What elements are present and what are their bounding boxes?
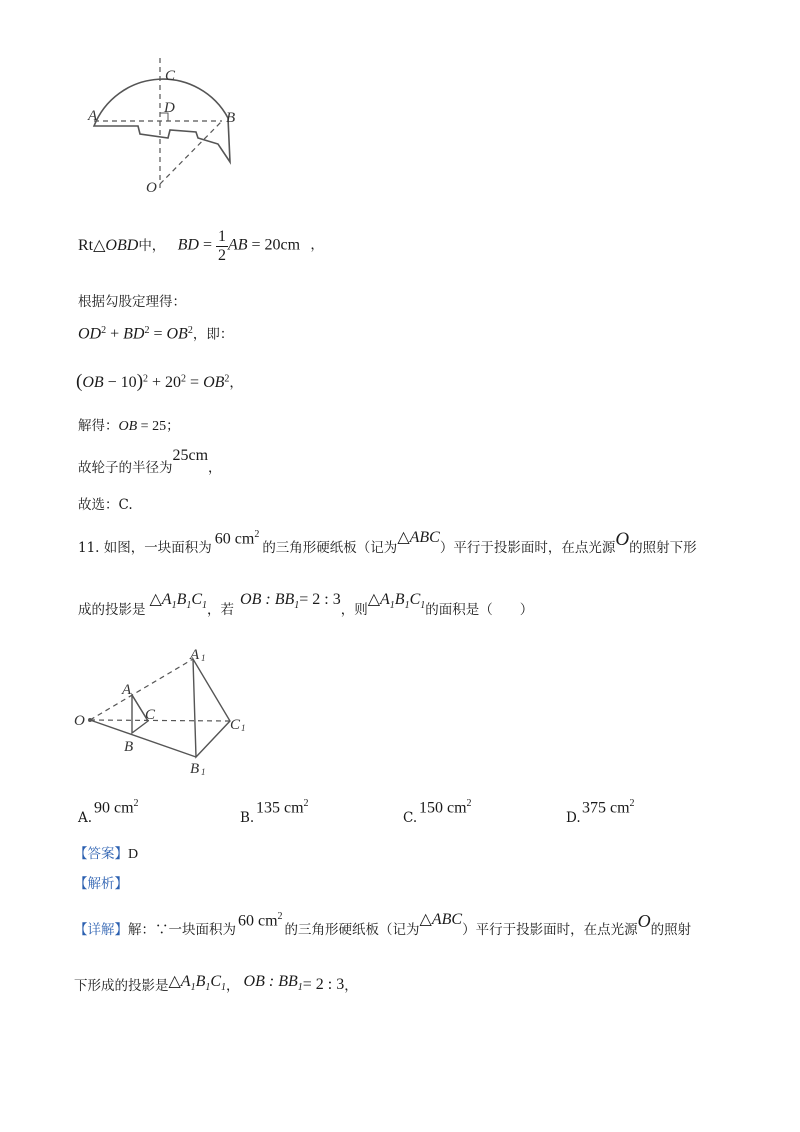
choice-b-letter: B.: [240, 810, 255, 826]
wheel-figure: [80, 58, 250, 198]
eq1-sq1: 2: [101, 325, 107, 336]
pythagoras-intro: 根据勾股定理得：: [78, 294, 186, 310]
detail-l2b: ，: [226, 977, 240, 994]
eq1-equals: =: [149, 325, 167, 343]
q11-proj2-s3: 1: [420, 600, 426, 612]
solve-label: 解得：: [78, 418, 119, 434]
eq1-sq3: 2: [187, 325, 193, 336]
q11-proj-s3: 1: [202, 600, 208, 612]
eq2-sq3: 2: [224, 373, 230, 385]
choice-b-sq: 2: [303, 798, 309, 809]
rt-bd: BD: [177, 236, 199, 254]
detail-area: [238, 912, 283, 929]
q11-l2d: 的面积是（ ）: [425, 602, 534, 618]
label-b1: B: [190, 761, 200, 777]
rt-eq: =: [198, 236, 216, 254]
q11-proj-s1: 1: [171, 600, 177, 612]
detail-area-num: 60 cm: [238, 912, 278, 930]
q11-proj-b: B: [176, 591, 187, 608]
radius-label: 故轮子的半径为: [78, 460, 173, 476]
eq2-minus: − 10: [103, 374, 137, 391]
equation-1: [78, 326, 233, 343]
detail-l1d: 的照射: [650, 922, 692, 938]
detail-l1a: 解：∵一块面积为: [128, 922, 236, 938]
choice-b-num: 135 cm: [256, 799, 304, 817]
eq2-sq2: 2: [181, 373, 187, 385]
q11-l1a: 11. 如图，一块面积为: [78, 540, 212, 556]
radius-val: 25cm: [172, 447, 209, 464]
label-c1: C: [230, 717, 241, 733]
eq2-tail: ，: [229, 375, 243, 391]
rt-prefix: Rt△: [78, 237, 106, 255]
light-source-point: [88, 718, 92, 722]
detail-l2a: 下形成的投影是: [74, 977, 169, 994]
ray-oc1: [90, 720, 230, 721]
detail-area-sq: 2: [277, 911, 283, 922]
detail-ratio-val: = 2 : 3: [302, 976, 345, 994]
q11-proj-tri-2: [368, 592, 426, 611]
detail-proj-c: C: [210, 973, 222, 990]
solve-ob: OB: [118, 419, 138, 434]
eq2-ob: OB: [82, 374, 104, 391]
rt-mid: 中，: [138, 238, 166, 255]
eq1-od: OD: [78, 325, 102, 343]
choice-a-num: 90 cm: [94, 799, 134, 817]
q11-ratio-sub: 1: [294, 600, 300, 612]
detail-proj-a: △A: [168, 973, 191, 990]
q11-ratio: [240, 592, 299, 611]
choice-d-num: 375 cm: [582, 799, 630, 817]
previous-answer: 故选：C.: [78, 497, 133, 513]
detail-o: O: [637, 911, 651, 931]
rt-triangle-line: [78, 228, 324, 264]
q11-area-num: 60 cm: [214, 530, 255, 548]
projection-figure: [70, 645, 260, 780]
label-a1: A: [190, 647, 200, 663]
q11-proj2-c: C: [409, 591, 421, 608]
equation-2: [76, 372, 243, 391]
detail-line-1: [74, 912, 691, 938]
eq1-tail: ，即：: [192, 326, 234, 343]
rt-tail: ，: [310, 237, 324, 254]
detail-label: 【详解】: [74, 922, 128, 938]
q11-area: [215, 530, 260, 547]
choice-d-letter: D.: [566, 810, 581, 826]
radius-tail: ，: [208, 460, 222, 476]
detail-l1c: ）平行于投影面时，在点光源: [462, 922, 638, 938]
eq2-lparen: (: [76, 371, 83, 392]
frac-den: 2: [217, 246, 226, 264]
eq1-plus: +: [106, 325, 124, 343]
q11-l1c: ）平行于投影面时，在点光源: [439, 540, 616, 556]
q11-tri-abc: △ABC: [397, 529, 440, 546]
q11-l2b: ，若: [207, 602, 235, 618]
rt-ab: AB: [227, 236, 248, 254]
q11-l2c: ，则: [340, 602, 368, 618]
answer-value: D: [128, 847, 139, 862]
detail-ratio: [244, 974, 303, 993]
label-a: A: [88, 108, 98, 124]
detail-l2c: ，: [344, 977, 358, 994]
q11-proj-s2: 1: [186, 600, 192, 612]
choice-b-value: [256, 798, 309, 817]
choice-c-num: 150 cm: [419, 799, 467, 817]
analysis-label: 【解析】: [74, 876, 128, 892]
detail-proj-tri: [169, 974, 227, 993]
q11-proj2-s2: 1: [404, 600, 410, 612]
eq1-bd: BD: [123, 325, 145, 343]
choice-c-sq: 2: [466, 798, 472, 809]
q11-proj2-s1: 1: [389, 600, 395, 612]
one-half-fraction: [216, 228, 228, 264]
detail-ratio-sub: 1: [297, 982, 303, 994]
q11-ratio-val: = 2 : 3: [299, 591, 341, 608]
choice-d-value: [582, 798, 635, 817]
solve-line: [78, 420, 180, 434]
eq2-rparen: ): [136, 371, 144, 392]
solve-val: = 25: [137, 419, 167, 434]
detail-proj-b: B: [195, 973, 206, 990]
label-b1-sub: 1: [201, 767, 206, 777]
q11-l1d: 的照射下形: [629, 540, 697, 556]
detail-l1b: 的三角形硬纸板（记为: [284, 922, 420, 938]
label-b: B: [226, 110, 236, 126]
answer-label: 【答案】: [74, 846, 128, 862]
eq2-eq: =: [186, 374, 204, 391]
q11-ratio-expr: OB : BB: [240, 591, 295, 608]
detail-proj-s2: 1: [205, 982, 211, 994]
q11-proj-tri: [150, 592, 208, 611]
rt-rhs: = 20cm: [247, 236, 301, 254]
solve-tail: ；: [166, 418, 180, 434]
eq2-sq1: 2: [143, 373, 149, 385]
detail-proj-s1: 1: [190, 982, 196, 994]
label-b: B: [124, 739, 134, 755]
detail-line-2: [74, 974, 358, 993]
q11-l2a: 成的投影是: [78, 602, 146, 618]
detail-tri-abc: △ABC: [419, 911, 463, 928]
q11-proj-c: C: [191, 591, 203, 608]
choice-a-value: [94, 798, 139, 817]
q11-proj-a: △A: [149, 591, 172, 608]
label-o: O: [74, 713, 85, 729]
label-a1-sub: 1: [201, 653, 206, 663]
label-a: A: [122, 682, 132, 698]
question-11-line-2: [78, 592, 533, 618]
radius-line: [78, 448, 222, 476]
q11-proj2-a: △A: [367, 591, 390, 608]
frac-num: 1: [217, 228, 226, 245]
detail-ratio-expr: OB : BB: [243, 973, 298, 990]
choice-d-sq: 2: [629, 798, 635, 809]
answer-line: [74, 848, 138, 862]
eq2-ob2: OB: [203, 374, 225, 391]
choice-a-letter: A.: [78, 810, 93, 826]
label-c1-sub: 1: [241, 723, 246, 733]
choice-c-letter: C.: [403, 810, 418, 826]
label-c: C: [165, 68, 176, 84]
q11-proj2-b: B: [394, 591, 405, 608]
choice-a-sq: 2: [133, 798, 139, 809]
eq1-sq2: 2: [144, 325, 150, 336]
label-d: D: [164, 100, 175, 116]
q11-l1b: 的三角形硬纸板（记为: [262, 540, 398, 556]
triangle-a1b1c1: [193, 659, 230, 757]
rt-tri-name: OBD: [105, 237, 139, 255]
question-11-line-1: [78, 530, 697, 556]
q11-area-sq: 2: [254, 529, 260, 540]
label-o: O: [146, 180, 157, 196]
q11-o: O: [615, 529, 630, 550]
eq1-ob: OB: [166, 325, 188, 343]
label-c: C: [145, 707, 156, 723]
eq2-plus: + 20: [148, 374, 182, 391]
choice-c-value: [419, 798, 472, 817]
detail-proj-s3: 1: [221, 982, 227, 994]
